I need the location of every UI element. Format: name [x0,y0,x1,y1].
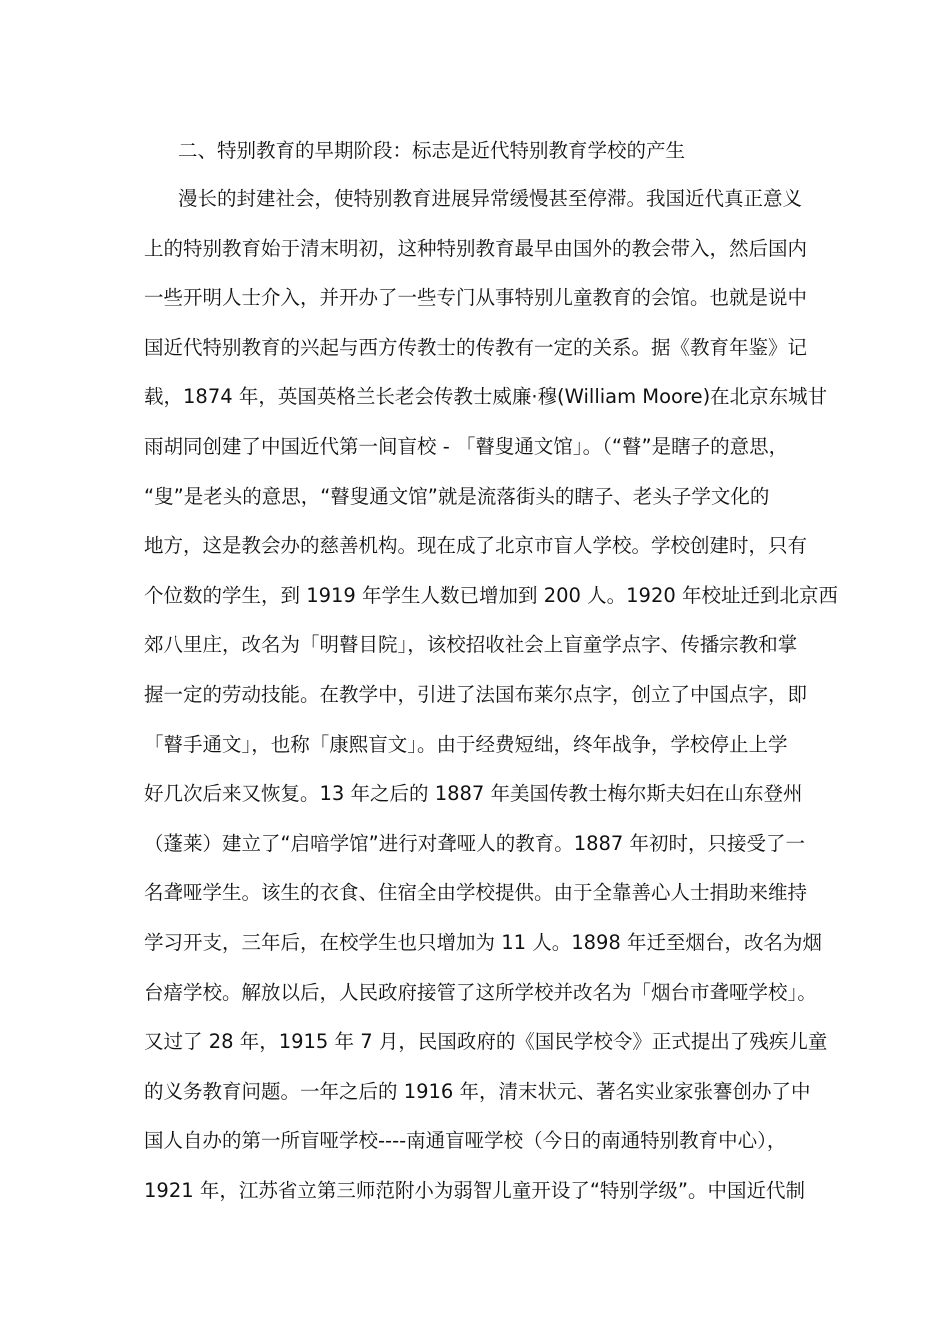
paragraph-line: 好几次后来又恢复。13 年之后的 1887 年美国传教士梅尔斯夫妇在山东登州 [144,782,803,806]
paragraph-line: 郊八里庄，改名为「明瞽目院」，该校招收社会上盲童学点字、传播宗教和掌 [144,633,798,657]
paragraph-line: 国近代特别教育的兴起与西方传教士的传教有一定的关系。据《教育年鉴》记 [144,335,808,359]
paragraph-line: 国人自办的第一所盲哑学校----南通盲哑学校（今日的南通特别教育中心）， [144,1129,787,1153]
paragraph-line: 又过了 28 年，1915 年 7 月，民国政府的《国民学校令》正式提出了残疾儿童 [144,1030,828,1054]
paragraph-line: 漫长的封建社会，使特别教育进展异常缓慢甚至停滞。我国近代真正意义 [178,187,803,210]
section-heading: 二、特别教育的早期阶段：标志是近代特别教育学校的产生 [178,139,686,162]
paragraph-line: “叟”是老头的意思，“瞽叟通文馆”就是流落街头的瞎子、老头子学文化的 [144,484,770,508]
paragraph-line: 学习开支，三年后，在校学生也只增加为 11 人。1898 年迁至烟台，改名为烟 [144,930,823,954]
paragraph-line: 名聋哑学生。该生的衣食、住宿全由学校提供。由于全靠善心人士捐助来维持 [144,881,808,905]
paragraph-line: 上的特别教育始于清末明初，这种特别教育最早由国外的教会带入，然后国内 [144,236,808,260]
paragraph-line: 1921 年，江苏省立第三师范附小为弱智儿童开设了“特别学级”。中国近代制 [144,1178,806,1202]
paragraph-line: 握一定的劳动技能。在教学中，引进了法国布莱尔点字，创立了中国点字，即 [144,682,808,706]
paragraph-line: 一些开明人士介入，并开办了一些专门从事特别儿童教育的会馆。也就是说中 [144,286,808,310]
paragraph-line: 「瞽手通文」，也称「康熙盲文」。由于经费短绌，终年战争，学校停止上学 [144,732,788,756]
paragraph-line: 雨胡同创建了中国近代第一间盲校 - 「瞽叟通文馆」。（“瞽”是瞎子的意思， [144,434,789,458]
paragraph-line: 的义务教育问题。一年之后的 1916 年，清末状元、著名实业家张謇创办了中 [144,1079,811,1103]
paragraph-line: 载，1874 年，英国英格兰长老会传教士威廉·穆(William Moore)在北京东城甘 [144,385,828,409]
paragraph-line: 台瘖学校。解放以后，人民政府接管了这所学校并改名为「烟台市聋哑学校」。 [144,980,817,1004]
paragraph-line: 个位数的学生，到 1919 年学生人数已增加到 200 人。1920 年校址迁到北京西 [144,583,838,607]
paragraph-line: 地方，这是教会办的慈善机构。现在成了北京市盲人学校。学校创建时，只有 [144,534,808,558]
paragraph-line: （蓬莱）建立了“启喑学馆”进行对聋哑人的教育。1887 年初时，只接受了一 [144,831,806,855]
body-text [144,184,838,1225]
